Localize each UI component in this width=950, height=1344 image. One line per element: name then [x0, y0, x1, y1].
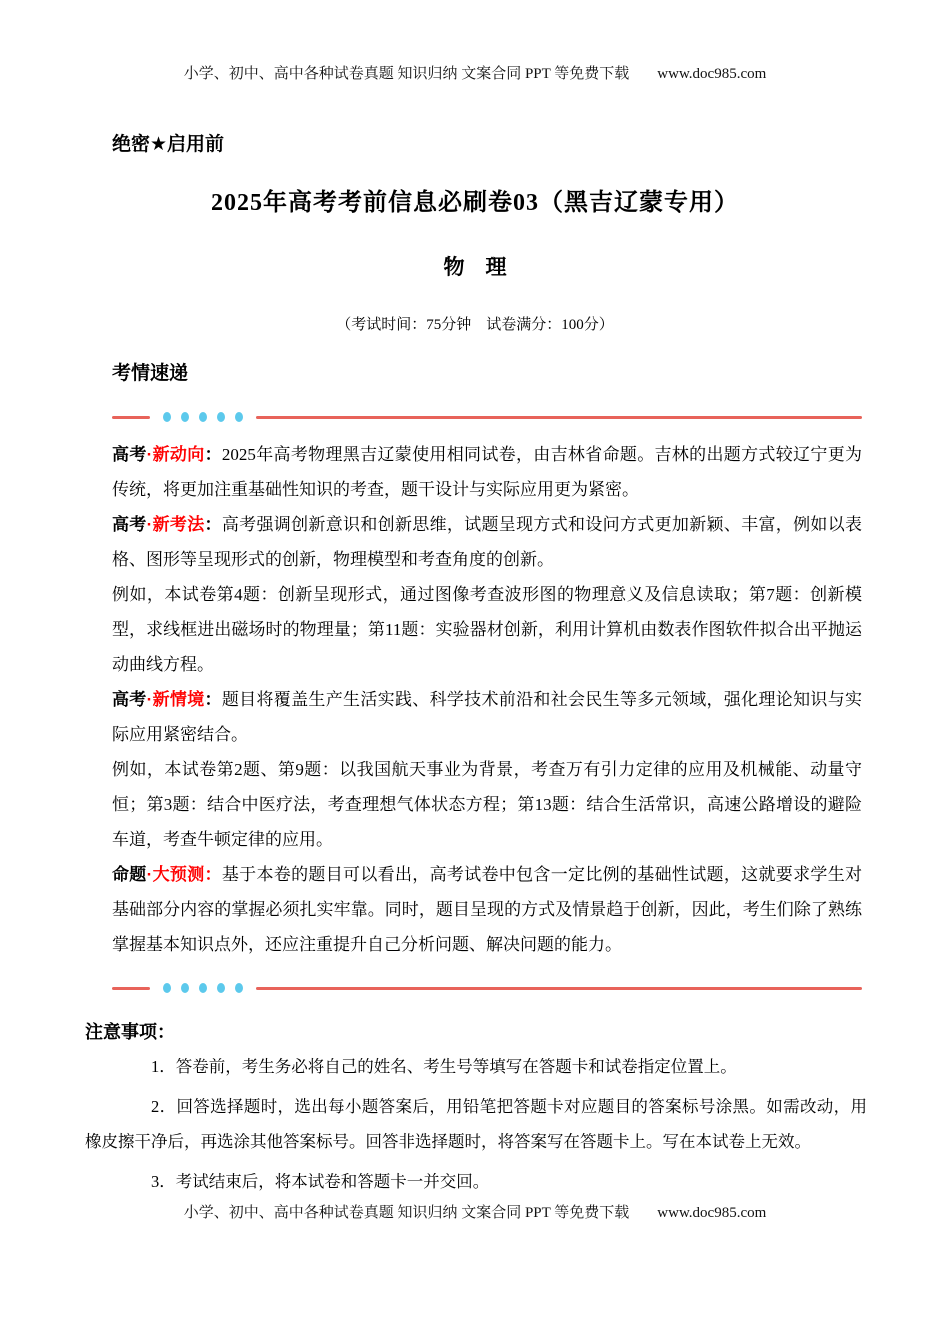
notes-header: 注意事项： [85, 1022, 175, 1042]
site-footer [0, 1201, 950, 1222]
divider-dots [163, 412, 243, 422]
site-footer-text: 小学、初中、高中各种试卷真题 知识归纳 文案合同 PPT 等免费下载 [183, 1205, 630, 1221]
dot-icon [199, 983, 207, 993]
divider-line-left [112, 416, 150, 419]
divider-bottom [112, 982, 862, 994]
divider-line-right [256, 416, 862, 419]
notes-section [85, 1018, 867, 1199]
paragraph: 高考·新动向：2025年高考物理黑吉辽蒙使用相同试卷，由吉林省命题。吉林的出题方式较辽宁更为传统，将更加注重基础性知识的考查，题干设计与实际应用更为紧密。 [112, 445, 863, 499]
divider-line-right [256, 987, 862, 990]
dot-icon [217, 983, 225, 993]
dot-icon [163, 412, 171, 422]
divider-top [112, 411, 862, 423]
paragraph: 例如，本试卷第4题：创新呈现形式，通过图像考查波形图的物理意义及信息读取；第7题：创新模型，求线框进出磁场时的物理量；第11题：实验器材创新，利用计算机由数表作图软件拟合出平抛运动曲线方程。 [112, 585, 862, 674]
paragraph: 高考·新情境：题目将覆盖生产生活实践、科学技术前沿和社会民生等多元领域，强化理论知识与实际应用紧密结合。 [112, 690, 863, 744]
exam-overview-paragraphs [112, 437, 862, 962]
dot-icon [199, 412, 207, 422]
note-item: 1．答卷前，考生务必将自己的姓名、考生号等填写在答题卡和试卷指定位置上。 [151, 1057, 737, 1076]
subject-title: 物 理 [443, 255, 507, 279]
site-header [0, 0, 950, 83]
divider-line-left [112, 987, 150, 990]
note-item: 3．考试结束后，将本试卷和答题卡一并交回。 [151, 1172, 490, 1191]
notes-list [85, 1049, 867, 1199]
site-footer-url[interactable]: www.doc985.com [657, 1205, 767, 1221]
dot-icon [181, 412, 189, 422]
dot-icon [163, 983, 171, 993]
paragraph: 命题·大预测：基于本卷的题目可以看出，高考试卷中包含一定比例的基础性试题，这就要求学生对基础部分内容的掌握必须扎实牢靠。同时，题目呈现的方式及情景趋于创新，因此，考生们除了熟练掌握基本知识点外，还应注重提升自己分析问题、解决问题的能力。 [112, 865, 863, 954]
dot-icon [235, 412, 243, 422]
dot-icon [217, 412, 225, 422]
note-item: 2．回答选择题时，选出每小题答案后，用铅笔把答题卡对应题目的答案标号涂黑。如需改动，用橡皮擦干净后，再选涂其他答案标号。回答非选择题时，将答案写在答题卡上。写在本试卷上无效。 [85, 1097, 867, 1151]
classification-label: 绝密★启用前 [112, 134, 225, 155]
page-title: 2025年高考考前信息必刷卷03（黑吉辽蒙专用） [211, 190, 739, 216]
exam-info: （考试时间：75分钟 试卷满分：100分） [336, 317, 614, 333]
paragraph: 高考·新考法：高考强调创新意识和创新思维，试题呈现方式和设问方式更加新颖、丰富，例如以表格、图形等呈现形式的创新，物理模型和考查角度的创新。 [112, 515, 863, 569]
paragraph: 例如，本试卷第2题、第9题：以我国航天事业为背景，考查万有引力定律的应用及机械能、动量守恒；第3题：结合中医疗法，考查理想气体状态方程；第13题：结合生活常识，高速公路增设的避险车道，考查牛顿定律的应用。 [112, 760, 862, 849]
dot-icon [235, 983, 243, 993]
divider-dots [163, 983, 243, 993]
dot-icon [181, 983, 189, 993]
section-header-kaoqing: 考情速递 [112, 363, 189, 384]
site-header-text: 小学、初中、高中各种试卷真题 知识归纳 文案合同 PPT 等免费下载 [183, 66, 630, 82]
site-header-url[interactable]: www.doc985.com [657, 66, 767, 82]
